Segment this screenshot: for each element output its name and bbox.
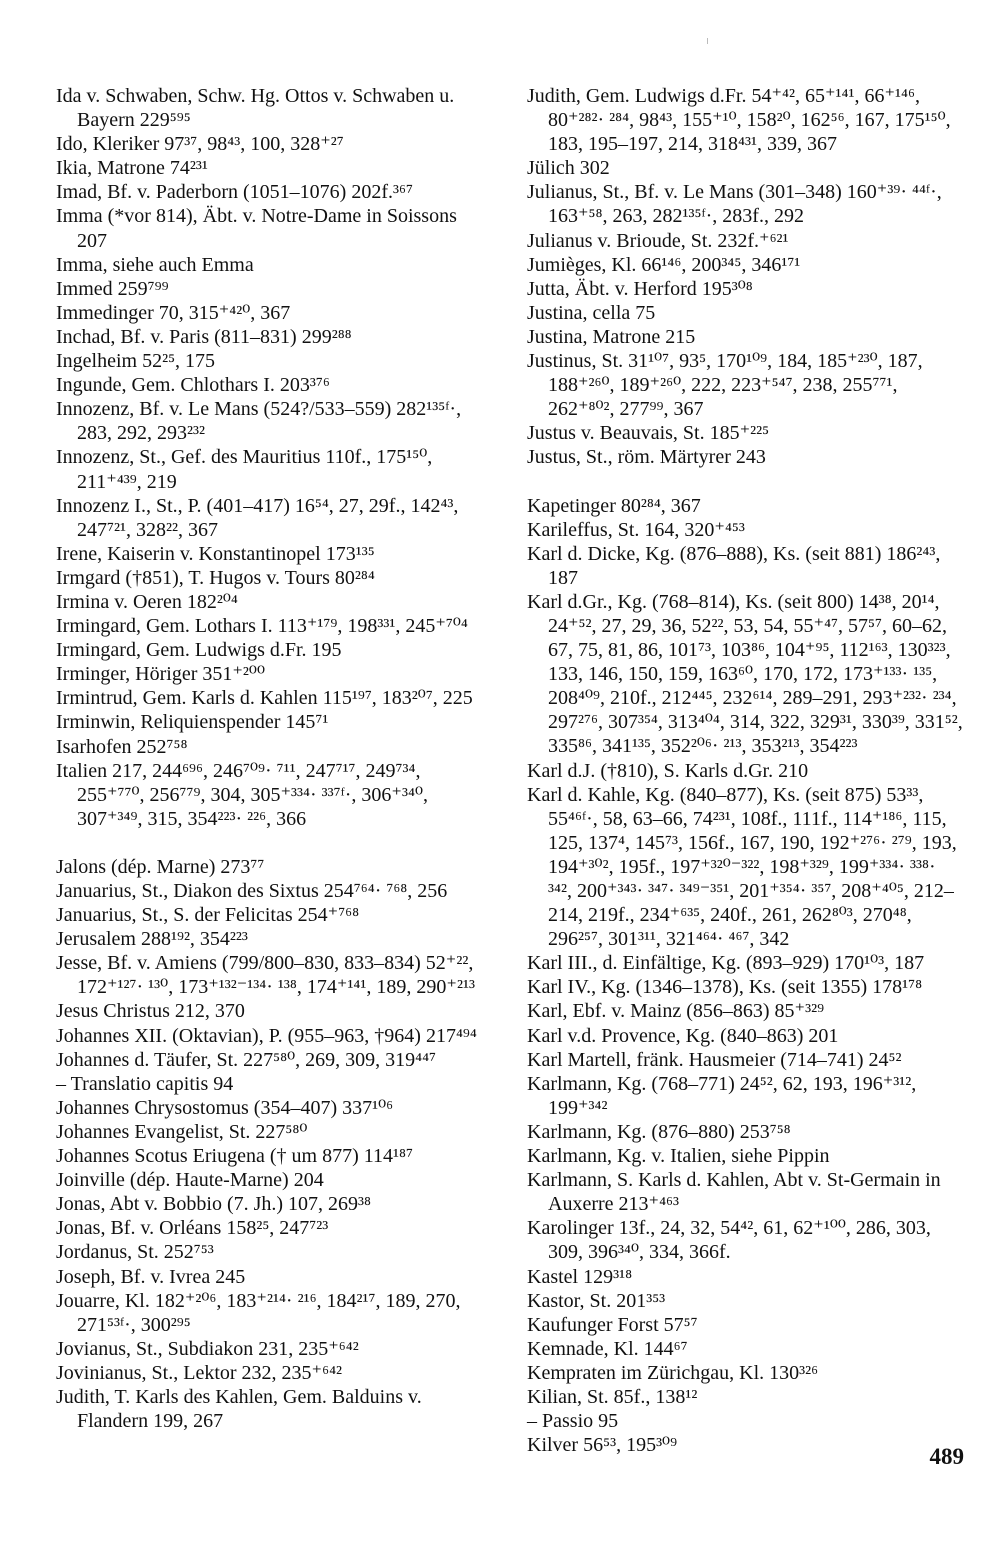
- index-left-column: [56, 84, 490, 1433]
- index-entry: Karlmann, S. Karls d. Kahlen, Abt v. St-Germain in Auxerre 213⁺⁴⁶³: [527, 1169, 941, 1216]
- index-entry: Ido, Kleriker 97³⁷, 98⁴³, 100, 328⁺²⁷: [56, 133, 344, 156]
- index-entry: Januarius, St., Diakon des Sixtus 254⁷⁶⁴· ⁷⁶⁸, 256: [56, 880, 448, 902]
- index-entry: Immed 259⁷⁹⁹: [56, 277, 169, 300]
- index-entry: Joseph, Bf. v. Ivrea 245: [56, 1265, 246, 1288]
- index-entry: Jonas, Bf. v. Orléans 158²⁵, 247⁷²³: [56, 1217, 329, 1240]
- index-entry: Kemnade, Kl. 144⁶⁷: [527, 1337, 688, 1360]
- index-entry: Karl d. Kahle, Kg. (840–877), Ks. (seit 875) 53³³, 55⁴⁶ᶠ·, 58, 63–66, 74²³¹, 108f., 111f., 114⁺¹⁸⁶, 115, 125, 137⁴, 145⁷³, 156f., 167, 190, 192⁺²⁷⁶· ²⁷⁹, 193, 194⁺³⁰², 195f., 197⁺³²⁰⁻³²², 198⁺³²⁹, 199⁺³³⁴· ³³⁸· ³⁴², 200⁺³⁴³· ³⁴⁷· ³⁴⁹⁻³⁵¹, 201⁺³⁵⁴· ³⁵⁷, 208⁺⁴⁰⁵, 212–214, 219f., 234⁺⁶³⁵, 240f., 261, 262⁸⁰³, 270⁴⁸, 296²⁵⁷, 301³¹¹, 321⁴⁶⁴· ⁴⁶⁷, 342: [527, 783, 957, 951]
- index-entry: Irmintrud, Gem. Karls d. Kahlen 115¹⁹⁷, 183²⁰⁷, 225: [56, 687, 473, 710]
- index-entry: Ingunde, Gem. Chlothars I. 203³⁷⁶: [56, 374, 330, 397]
- index-entry: Kastel 129³¹⁸: [527, 1265, 633, 1288]
- index-entry: – Translatio capitis 94: [56, 1072, 234, 1095]
- scan-mark: [707, 38, 708, 44]
- index-entry: Johannes d. Täufer, St. 227⁵⁸⁰, 269, 309, 319⁴⁴⁷: [56, 1048, 437, 1071]
- index-entry: Karolinger 13f., 24, 32, 54⁴², 61, 62⁺¹⁰⁰, 286, 303, 309, 396³⁴⁰, 334, 366f.: [527, 1217, 931, 1264]
- index-entry: Irminwin, Reliquienspender 145⁷¹: [56, 711, 329, 734]
- index-entry: Joinville (dép. Haute-Marne) 204: [56, 1169, 324, 1192]
- index-entry: Jerusalem 288¹⁹², 354²²³: [56, 928, 248, 951]
- index-entry: Irene, Kaiserin v. Konstantinopel 173¹³⁵: [56, 542, 375, 565]
- index-entry: Julianus v. Brioude, St. 232f.⁺⁶²¹: [527, 229, 789, 252]
- index-entry: Kastor, St. 201³⁵³: [527, 1289, 666, 1312]
- index-entry: Irmina v. Oeren 182²⁰⁴: [56, 590, 238, 613]
- index-entry: Justinus, St. 31¹⁰⁷, 93⁵, 170¹⁰⁹, 184, 185⁺²³⁰, 187, 188⁺²⁶⁰, 189⁺²⁶⁰, 222, 223⁺⁵⁴⁷, 238, 255⁷⁷¹, 262⁺⁸⁰², 277⁹⁹, 367: [527, 350, 923, 421]
- index-entry: Jovinianus, St., Lektor 232, 235⁺⁶⁴²: [56, 1361, 343, 1384]
- index-entry: Irmingard, Gem. Lothars I. 113⁺¹⁷⁹, 198³³¹, 245⁺⁷⁰⁴: [56, 615, 468, 638]
- index-entry: Julianus, St., Bf. v. Le Mans (301–348) 160⁺³⁹· ⁴⁴ᶠ·, 163⁺⁵⁸, 263, 282¹³⁵ᶠ·, 283f., 292: [527, 181, 942, 228]
- index-entry: Karl d. Dicke, Kg. (876–888), Ks. (seit 881) 186²⁴³, 187: [527, 542, 941, 589]
- index-right-column: [527, 84, 963, 1457]
- index-entry: Justina, Matrone 215: [527, 325, 696, 348]
- index-entry: Isarhofen 252⁷⁵⁸: [56, 735, 188, 758]
- index-entry: Jumièges, Kl. 66¹⁴⁶, 200³⁴⁵, 346¹⁷¹: [527, 253, 801, 276]
- index-entry: Johannes Evangelist, St. 227⁵⁸⁰: [56, 1120, 308, 1143]
- index-entry: Jouarre, Kl. 182⁺²⁰⁶, 183⁺²¹⁴· ²¹⁶, 184²¹⁷, 189, 270, 271⁵³ᶠ·, 300²⁹⁵: [56, 1289, 461, 1336]
- index-entry: Judith, T. Karls des Kahlen, Gem. Balduins v. Flandern 199, 267: [56, 1385, 422, 1433]
- index-entry: Irmingard, Gem. Ludwigs d.Fr. 195: [56, 639, 342, 662]
- index-entry: Karl IV., Kg. (1346–1378), Ks. (seit 1355) 178¹⁷⁸: [527, 976, 923, 999]
- index-entry: Karl, Ebf. v. Mainz (856–863) 85⁺³²⁹: [527, 1000, 825, 1023]
- index-entry: Kaufunger Forst 57⁵⁷: [527, 1313, 698, 1336]
- index-entry: Jovianus, St., Subdiakon 231, 235⁺⁶⁴²: [56, 1337, 359, 1360]
- index-entry: Karlmann, Kg. (768–771) 24⁵², 62, 193, 196⁺³¹², 199⁺³⁴²: [527, 1072, 917, 1119]
- index-entry: Kilian, St. 85f., 138¹²: [527, 1385, 698, 1408]
- index-entry: Justus, St., röm. Märtyrer 243: [527, 446, 766, 469]
- index-entry: Irminger, Höriger 351⁺²⁰⁰: [56, 663, 265, 686]
- index-entry: Justina, cella 75: [527, 301, 656, 324]
- index-entry: Kilver 56⁵³, 195³⁰⁹: [527, 1434, 678, 1457]
- index-entry: Imma, siehe auch Emma: [56, 253, 254, 276]
- index-entry: Jordanus, St. 252⁷⁵³: [56, 1241, 214, 1264]
- index-entry: Ikia, Matrone 74²³¹: [56, 157, 208, 180]
- index-entry: Johannes Chrysostomus (354–407) 337¹⁰⁶: [56, 1096, 394, 1119]
- index-entry: Kapetinger 80²⁸⁴, 367: [527, 494, 701, 517]
- index-entry: Inchad, Bf. v. Paris (811–831) 299²⁸⁸: [56, 325, 352, 348]
- index-entry: Johannes Scotus Eriugena († um 877) 114¹⁸⁷: [56, 1145, 413, 1168]
- index-entry: Innozenz, St., Gef. des Mauritius 110f., 175¹⁵⁰, 211⁺⁴³⁹, 219: [56, 446, 433, 493]
- index-entry: Karl III., d. Einfältige, Kg. (893–929) 170¹⁰³, 187: [527, 952, 925, 975]
- index-entry: Ingelheim 52²⁵, 175: [56, 350, 216, 373]
- index-entry: Karl d.Gr., Kg. (768–814), Ks. (seit 800) 14³⁸, 20¹⁴, 24⁺⁵², 27, 29, 36, 52²², 53, 54, 55⁺⁴⁷, 57⁵⁷, 60–62, 67, 75, 81, 86, 101⁷³, 103⁸⁶, 104⁺⁹⁵, 112¹⁶³, 130³²³, 133, 146, 150, 159, 163⁶⁰, 170, 172, 173⁺¹³³· ¹³⁵, 208⁴⁰⁹, 210f., 212⁴⁴⁵, 232⁶¹⁴, 289–291, 293⁺²³²· ²³⁴, 297²⁷⁶, 307³⁵⁴, 313⁴⁰⁴, 314, 322, 329³¹, 330³⁹, 331⁵², 335⁸⁶, 341¹³⁵, 352²⁰⁶· ²¹³, 353²¹³, 354²²³: [527, 590, 963, 758]
- index-entry: Innozenz, Bf. v. Le Mans (524?/533–559) 282¹³⁵ᶠ·, 283, 292, 293²³²: [56, 398, 462, 445]
- index-entry: Karl d.J. (†810), S. Karls d.Gr. 210: [527, 759, 809, 782]
- index-entry: – Passio 95: [527, 1410, 619, 1433]
- index-entry: Italien 217, 244⁶⁹⁶, 246⁷⁰⁹· ⁷¹¹, 247⁷¹⁷, 249⁷³⁴, 255⁺⁷⁷⁰, 256⁷⁷⁹, 304, 305⁺³³⁴· ³³⁷ᶠ·, 306⁺³⁴⁰, 307⁺³⁴⁹, 315, 354²²³· ²²⁶, 366: [56, 759, 428, 830]
- index-entry: Imma (*vor 814), Äbt. v. Notre-Dame in Soissons 207: [56, 205, 457, 252]
- page-number: 489: [929, 1444, 964, 1469]
- section-gap: [527, 470, 963, 494]
- index-entry: Januarius, St., S. der Felicitas 254⁺⁷⁶⁸: [56, 904, 360, 927]
- index-entry: Jesus Christus 212, 370: [56, 1000, 245, 1023]
- index-entry: Karileffus, St. 164, 320⁺⁴⁵³: [527, 518, 745, 541]
- index-entry: Jülich 302: [527, 157, 610, 180]
- index-entry: Kempraten im Zürichgau, Kl. 130³²⁶: [527, 1361, 819, 1384]
- index-entry: Immedinger 70, 315⁺⁴²⁰, 367: [56, 301, 291, 324]
- index-entry: Johannes XII. (Oktavian), P. (955–963, †964) 217⁴⁹⁴: [56, 1024, 477, 1047]
- index-entry: Irmgard (†851), T. Hugos v. Tours 80²⁸⁴: [56, 566, 375, 589]
- index-entry: Justus v. Beauvais, St. 185⁺²²⁵: [527, 422, 770, 445]
- index-entry: Jonas, Abt v. Bobbio (7. Jh.) 107, 269³⁸: [56, 1193, 372, 1216]
- index-entry: Imad, Bf. v. Paderborn (1051–1076) 202f.³⁶⁷: [56, 181, 413, 204]
- index-entry: Ida v. Schwaben, Schw. Hg. Ottos v. Schwaben u. Bayern 229⁵⁹⁵: [56, 85, 455, 132]
- index-entry: Jalons (dép. Marne) 273⁷⁷: [56, 855, 265, 878]
- index-entry: Jutta, Äbt. v. Herford 195³⁰⁸: [527, 277, 753, 300]
- index-entry: Karlmann, Kg. v. Italien, siehe Pippin: [527, 1145, 830, 1168]
- section-gap: [56, 831, 490, 855]
- index-entry: Judith, Gem. Ludwigs d.Fr. 54⁺⁴², 65⁺¹⁴¹, 66⁺¹⁴⁶, 80⁺²⁸²· ²⁸⁴, 98⁴³, 155⁺¹⁰, 158²⁰, 162⁵⁶, 167, 175¹⁵⁰, 183, 195–197, 214, 318⁴³¹, 339, 367: [527, 85, 951, 156]
- index-entry: Jesse, Bf. v. Amiens (799/800–830, 833–834) 52⁺²², 172⁺¹²⁷· ¹³⁰, 173⁺¹³²⁻¹³⁴· ¹³⁸, 174⁺¹⁴¹, 189, 290⁺²¹³: [56, 952, 475, 999]
- index-entry: Karlmann, Kg. (876–880) 253⁷⁵⁸: [527, 1120, 791, 1143]
- index-entry: Karl Martell, fränk. Hausmeier (714–741) 24⁵²: [527, 1048, 902, 1071]
- index-entry: Innozenz I., St., P. (401–417) 16⁵⁴, 27, 29f., 142⁴³, 247⁷²¹, 328²², 367: [56, 494, 459, 541]
- index-entry: Karl v.d. Provence, Kg. (840–863) 201: [527, 1024, 839, 1047]
